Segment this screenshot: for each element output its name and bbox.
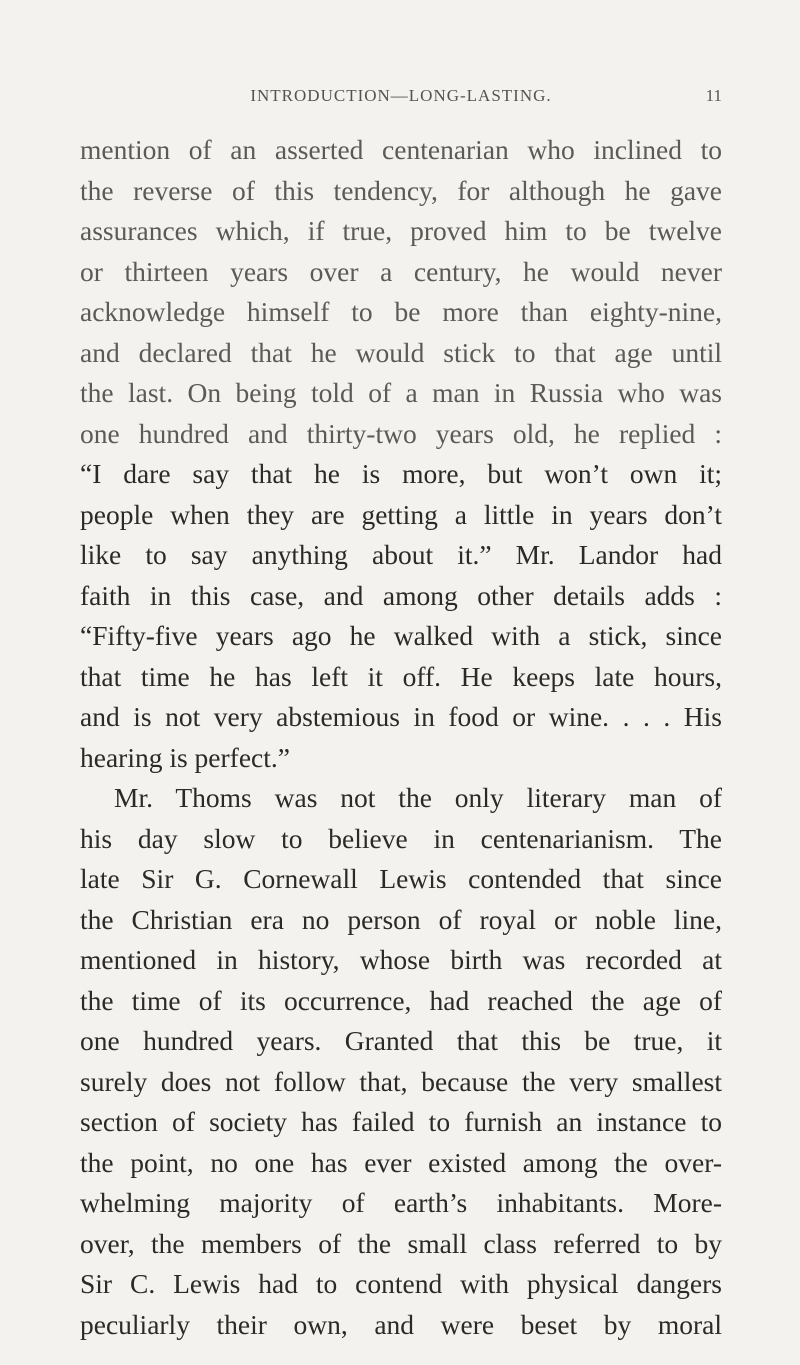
text-line: assurances which, if true, proved him to be twelve — [80, 215, 722, 246]
text-line: the point, no one has ever existed among the over- — [80, 1146, 722, 1178]
text-line: one hundred years. Granted that this be true, it — [80, 1025, 722, 1056]
text-line: hearing is perfect.” — [80, 741, 290, 773]
text-line: surely does not follow that, because the very smallest — [80, 1065, 722, 1097]
text-line: “Fifty-five years ago he walked with a stick, since — [80, 620, 722, 651]
text-line: the time of its occurrence, had reached the age of — [80, 984, 722, 1016]
text-line: the Christian era no person of royal or noble line, — [80, 903, 722, 935]
text-line: and is not very abstemious in food or wine. . . . His — [80, 701, 722, 732]
text-line: late Sir G. Cornewall Lewis contended that since — [80, 863, 722, 894]
text-line: mentioned in history, whose birth was recorded at — [80, 944, 722, 975]
text-line: “I dare say that he is more, but won’t own it; — [80, 458, 722, 489]
text-line: like to say anything about it.” Mr. Landor had — [80, 539, 722, 570]
text-line: mention of an asserted centenarian who inclined to — [80, 134, 722, 165]
body-text — [80, 130, 722, 1345]
running-header — [80, 86, 722, 114]
text-line: his day slow to believe in centenarianism. The — [80, 822, 722, 854]
text-line: whelming majority of earth’s inhabitants. More- — [80, 1187, 722, 1218]
text-line: section of society has failed to furnish an instance to — [80, 1106, 722, 1137]
text-line: people when they are getting a little in years don’t — [80, 498, 722, 530]
text-line: Mr. Thoms was not the only literary man of — [114, 782, 722, 813]
text-line: the last. On being told of a man in Russia who was — [80, 377, 722, 408]
text-line: peculiarly their own, and were beset by moral — [80, 1308, 722, 1340]
page-number: 11 — [705, 86, 722, 105]
text-line: faith in this case, and among other details adds : — [80, 579, 722, 611]
running-title: INTRODUCTION—LONG-LASTING. — [250, 86, 552, 105]
text-line: one hundred and thirty-two years old, he replied : — [80, 417, 722, 449]
text-line: that time he has left it off. He keeps late hours, — [80, 660, 722, 692]
text-line: and declared that he would stick to that age until — [80, 336, 722, 368]
text-line: or thirteen years over a century, he would never — [80, 255, 722, 287]
text-line: over, the members of the small class referred to by — [80, 1227, 722, 1259]
text-line: acknowledge himself to be more than eighty-nine, — [80, 296, 722, 327]
text-line: the reverse of this tendency, for although he gave — [80, 174, 722, 206]
text-line: Sir C. Lewis had to contend with physical dangers — [80, 1268, 722, 1299]
